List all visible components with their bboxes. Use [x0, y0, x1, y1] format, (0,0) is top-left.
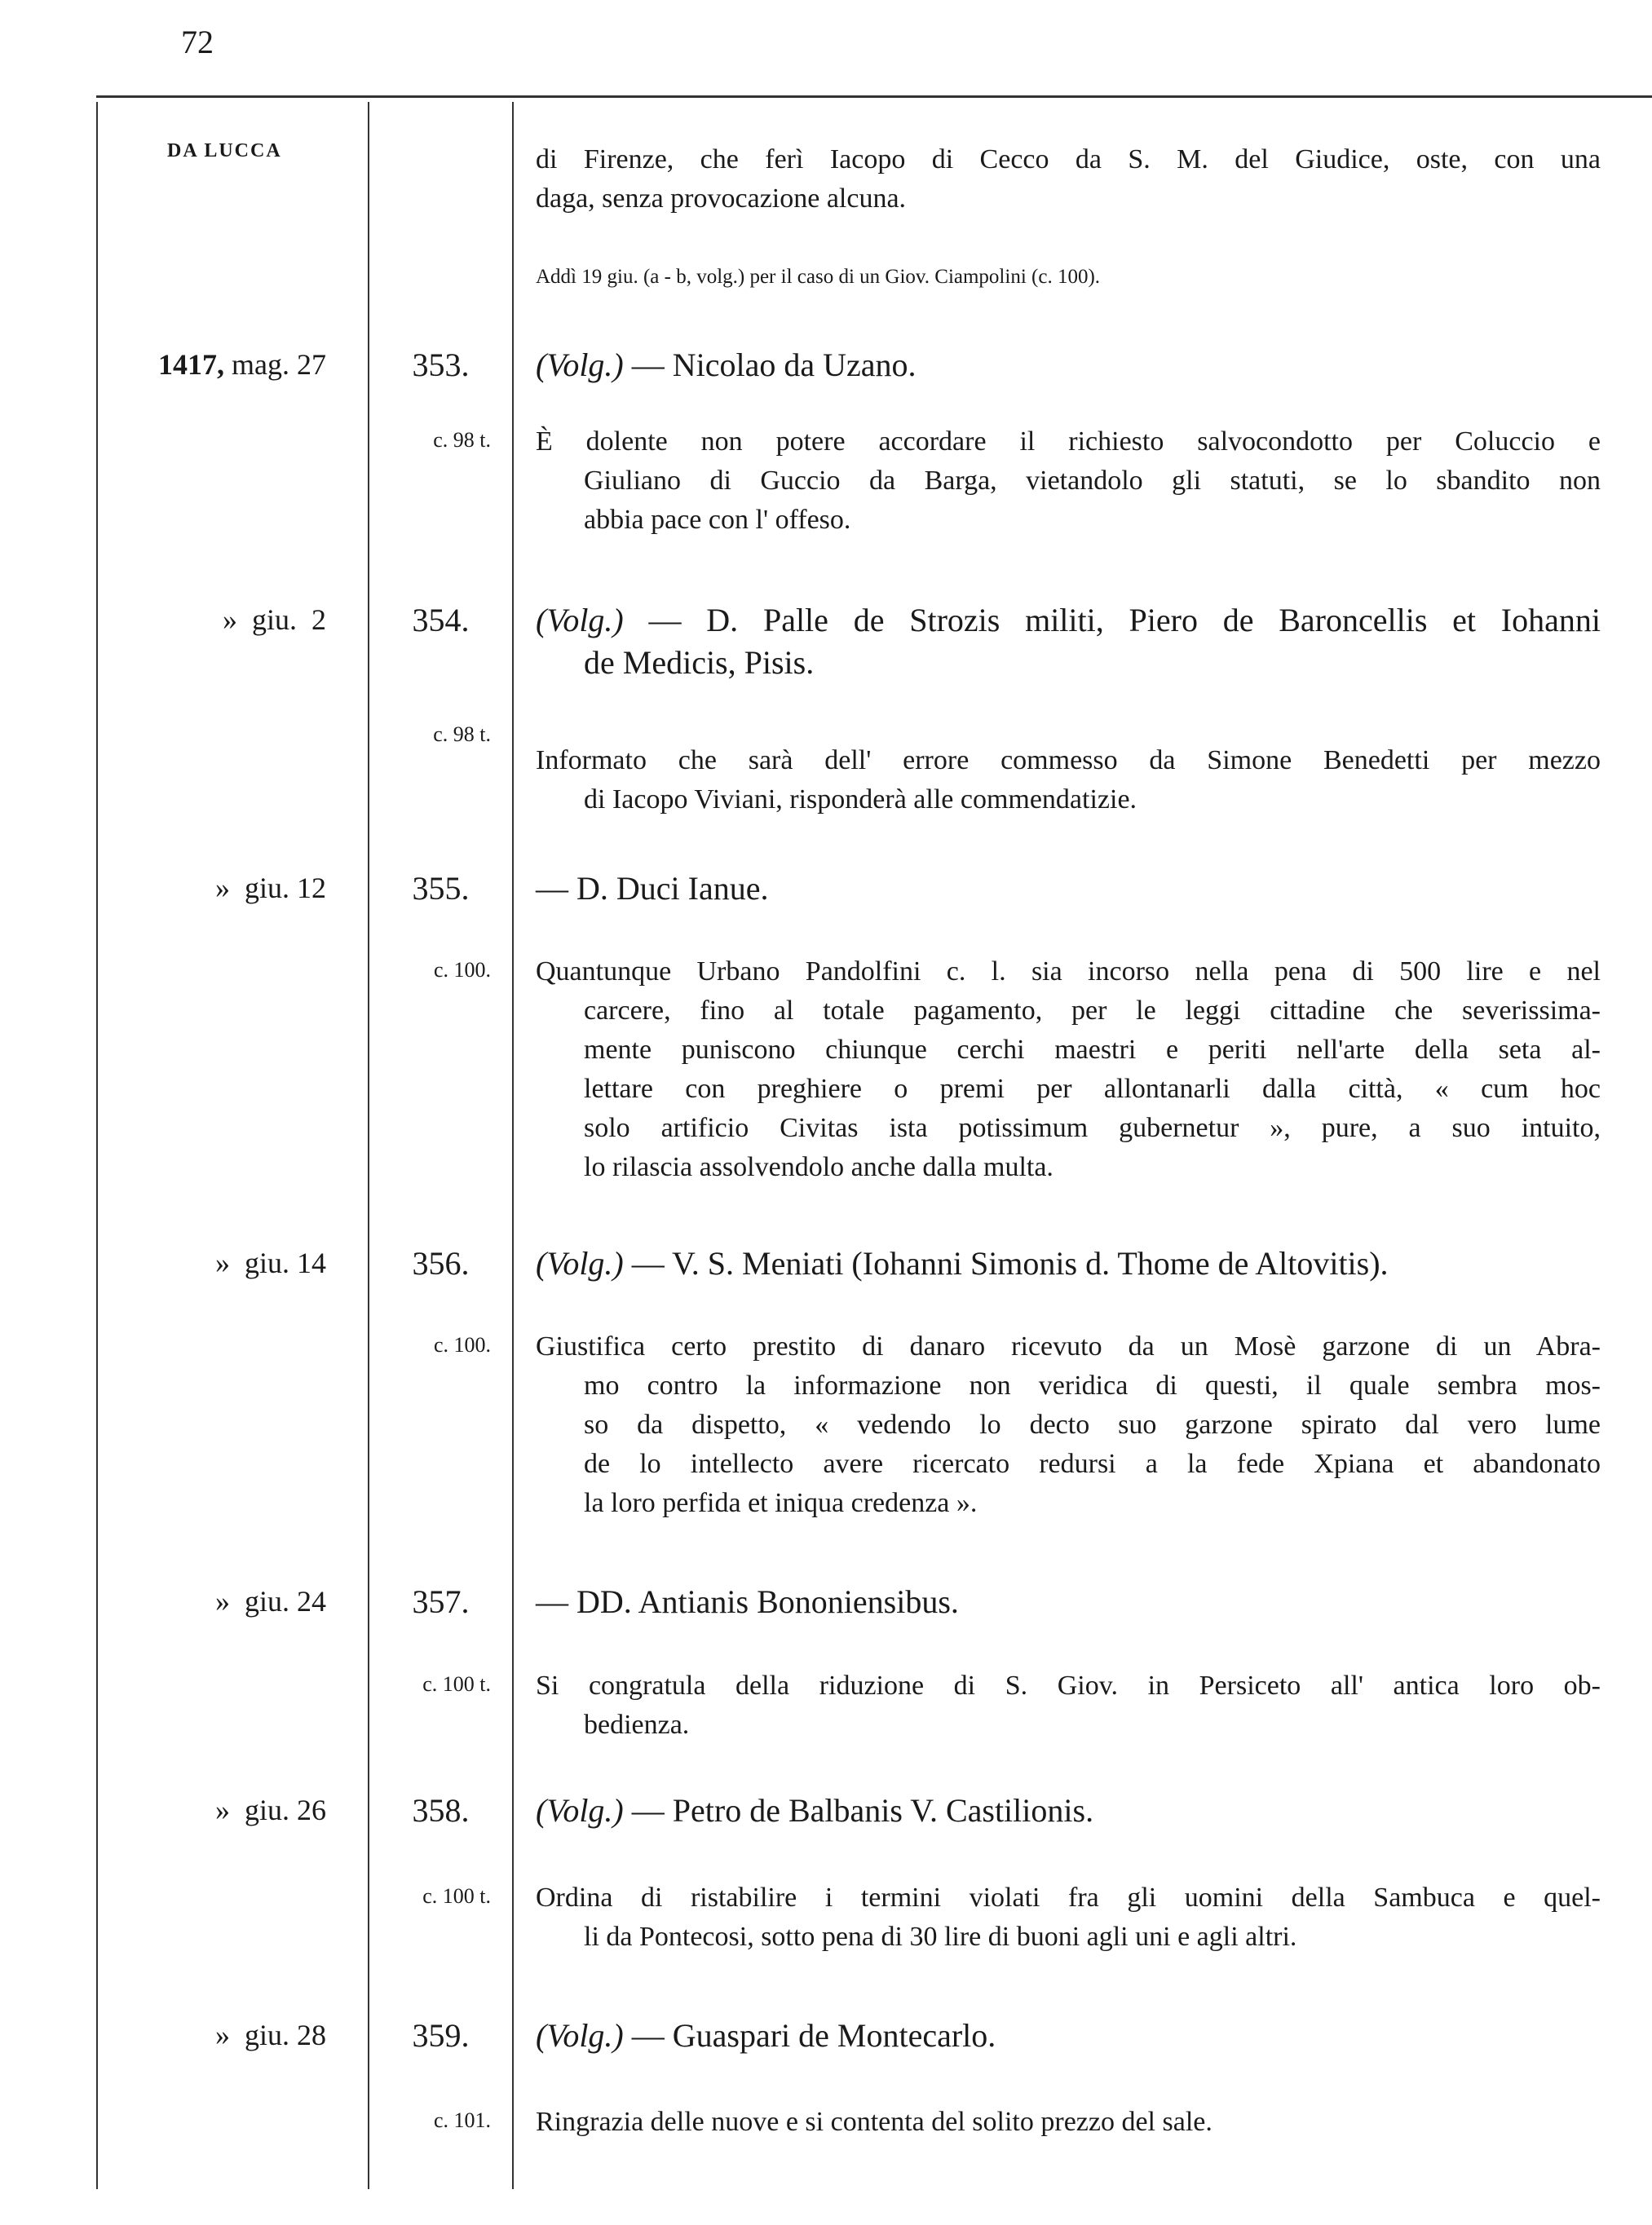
entry-day: » giu. 26 [214, 1794, 326, 1826]
addressee: — Nicolao da Uzano. [623, 347, 917, 383]
entry-folio: c. 100. [433, 1333, 491, 1357]
addressee: — V. S. Meniati (Iohanni Simonis d. Thome de Altovitis). [623, 1245, 1389, 1282]
addressee: — Petro de Balbanis V. Castilionis. [623, 1792, 1094, 1829]
continuation-line: daga, senza provocazione alcuna. [536, 183, 907, 214]
entry-heading-line [536, 1243, 1601, 1285]
entry-number: 357. [412, 1583, 470, 1620]
entry-folio: c. 100 t. [422, 1884, 491, 1908]
entry-summary-line: di Iacopo Viviani, risponderà alle commendatizie. [584, 784, 1137, 815]
entry-day: » giu. 24 [214, 1585, 326, 1618]
volgare-marker: (Volg.) [536, 347, 624, 383]
entry-folio: c. 100. [433, 958, 491, 982]
entry-summary-line: È dolente non potere accordare il richiesto salvocondotto per Coluccio e [536, 426, 1601, 457]
entry-folio: c. 101. [433, 2108, 491, 2132]
entry-heading-line [536, 1581, 1601, 1623]
entry-number: 355. [412, 870, 470, 907]
entry-date [82, 1793, 326, 1827]
entry-date [82, 2018, 326, 2052]
running-head: DA LUCCA [167, 140, 282, 161]
entry-day: » giu. 28 [214, 2019, 326, 2051]
continuation-line: di Firenze, che ferì Iacopo di Cecco da S. M. del Giudice, oste, con una [536, 144, 1601, 174]
volgare-marker: (Volg.) [536, 2017, 624, 2054]
entry-number: 358. [412, 1792, 470, 1829]
addressee: de Medicis, Pisis. [584, 644, 815, 681]
entry-summary-line: Giustifica certo prestito di danaro ricevuto da un Mosè garzone di un Abra- [536, 1331, 1601, 1362]
entry-summary-line: lo rilascia assolvendolo anche dalla multa. [584, 1152, 1053, 1182]
addressee: — Guaspari de Montecarlo. [623, 2017, 996, 2054]
entry-heading-line [584, 642, 1601, 684]
entry-number: 356. [412, 1245, 470, 1282]
entry-summary-line: so da dispetto, « vedendo lo decto suo garzone spirato dal vero lume [584, 1410, 1601, 1440]
addressee: — D. Duci Ianue. [536, 870, 769, 907]
entry-summary-line: Ringrazia delle nuove e si contenta del solito prezzo del sale. [536, 2107, 1212, 2137]
volgare-marker: (Volg.) [536, 1792, 624, 1829]
entry-summary-line: mo contro la informazione non veridica di questi, il quale sembra mos- [584, 1371, 1601, 1401]
entry-day: » giu. 14 [214, 1247, 326, 1279]
cross-reference-note: Addì 19 giu. (a - b, volg.) per il caso di un Giov. Ciampolini (c. 100). [536, 266, 1101, 288]
entry-summary-line: lettare con preghiere o premi per allontanarli dalla città, « cum hoc [584, 1074, 1601, 1104]
entry-number: 353. [412, 347, 470, 383]
entry-summary-line: Si congratula della riduzione di S. Giov. in Persiceto all' antica loro ob- [536, 1671, 1601, 1701]
entry-summary-line: de lo intellecto avere ricercato redursi a la fede Xpiana et abandonato [584, 1449, 1601, 1479]
column-divider-left [96, 102, 98, 2189]
entry-summary-line: Quantunque Urbano Pandolfini c. l. sia incorso nella pena di 500 lire e nel [536, 956, 1601, 987]
entry-folio: c. 98 t. [433, 722, 491, 746]
column-divider-number [512, 102, 514, 2189]
entry-summary-line: carcere, fino al totale pagamento, per le leggi cittadine che severissima- [584, 996, 1601, 1026]
volgare-marker: (Volg.) [536, 602, 624, 638]
entry-date [82, 1246, 326, 1280]
entry-number: 354. [412, 602, 470, 638]
column-divider-date [368, 102, 369, 2189]
entry-summary-line: Giuliano di Guccio da Barga, vietandolo gli statuti, se lo sbandito non [584, 466, 1601, 496]
entry-summary-line: Informato che sarà dell' errore commesso da Simone Benedetti per mezzo [536, 745, 1601, 775]
entry-date [82, 1584, 326, 1618]
entry-summary-line: mente puniscono chiunque cerchi maestri e periti nell'arte della seta al- [584, 1035, 1601, 1065]
entry-heading-line [536, 2015, 1601, 2057]
entry-day: » giu. 12 [214, 872, 326, 904]
entry-day: » giu. 2 [222, 603, 326, 636]
volgare-marker: (Volg.) [536, 1245, 624, 1282]
entry-number: 359. [412, 2017, 470, 2054]
entry-summary-line: Ordina di ristabilire i termini violati fra gli uomini della Sambuca e quel- [536, 1883, 1601, 1913]
addressee: — D. Palle de Strozis militi, Piero de Baroncellis et Iohanni [623, 602, 1601, 638]
entry-date [82, 603, 326, 637]
entry-folio: c. 100 t. [422, 1672, 491, 1696]
entry-summary-line: bedienza. [584, 1710, 690, 1740]
entry-date [82, 871, 326, 905]
entry-summary-line: la loro perfida et iniqua credenza ». [584, 1488, 978, 1518]
entry-day: mag. 27 [224, 348, 326, 381]
entry-date [82, 347, 326, 382]
entry-year: 1417, [158, 348, 225, 381]
entry-heading-line [536, 1790, 1601, 1832]
entry-folio: c. 98 t. [433, 428, 491, 452]
entry-heading-line [536, 599, 1601, 642]
entry-heading-line [536, 344, 1601, 386]
top-rule [96, 95, 1652, 98]
addressee: — DD. Antianis Bononiensibus. [536, 1583, 959, 1620]
page-number: 72 [181, 24, 214, 60]
entry-summary-line: solo artificio Civitas ista potissimum gubernetur », pure, a suo intuito, [584, 1113, 1601, 1143]
entry-summary-line: abbia pace con l' offeso. [584, 505, 851, 535]
entry-summary-line: li da Pontecosi, sotto pena di 30 lire di buoni agli uni e agli altri. [584, 1922, 1297, 1952]
entry-heading-line [536, 867, 1601, 910]
